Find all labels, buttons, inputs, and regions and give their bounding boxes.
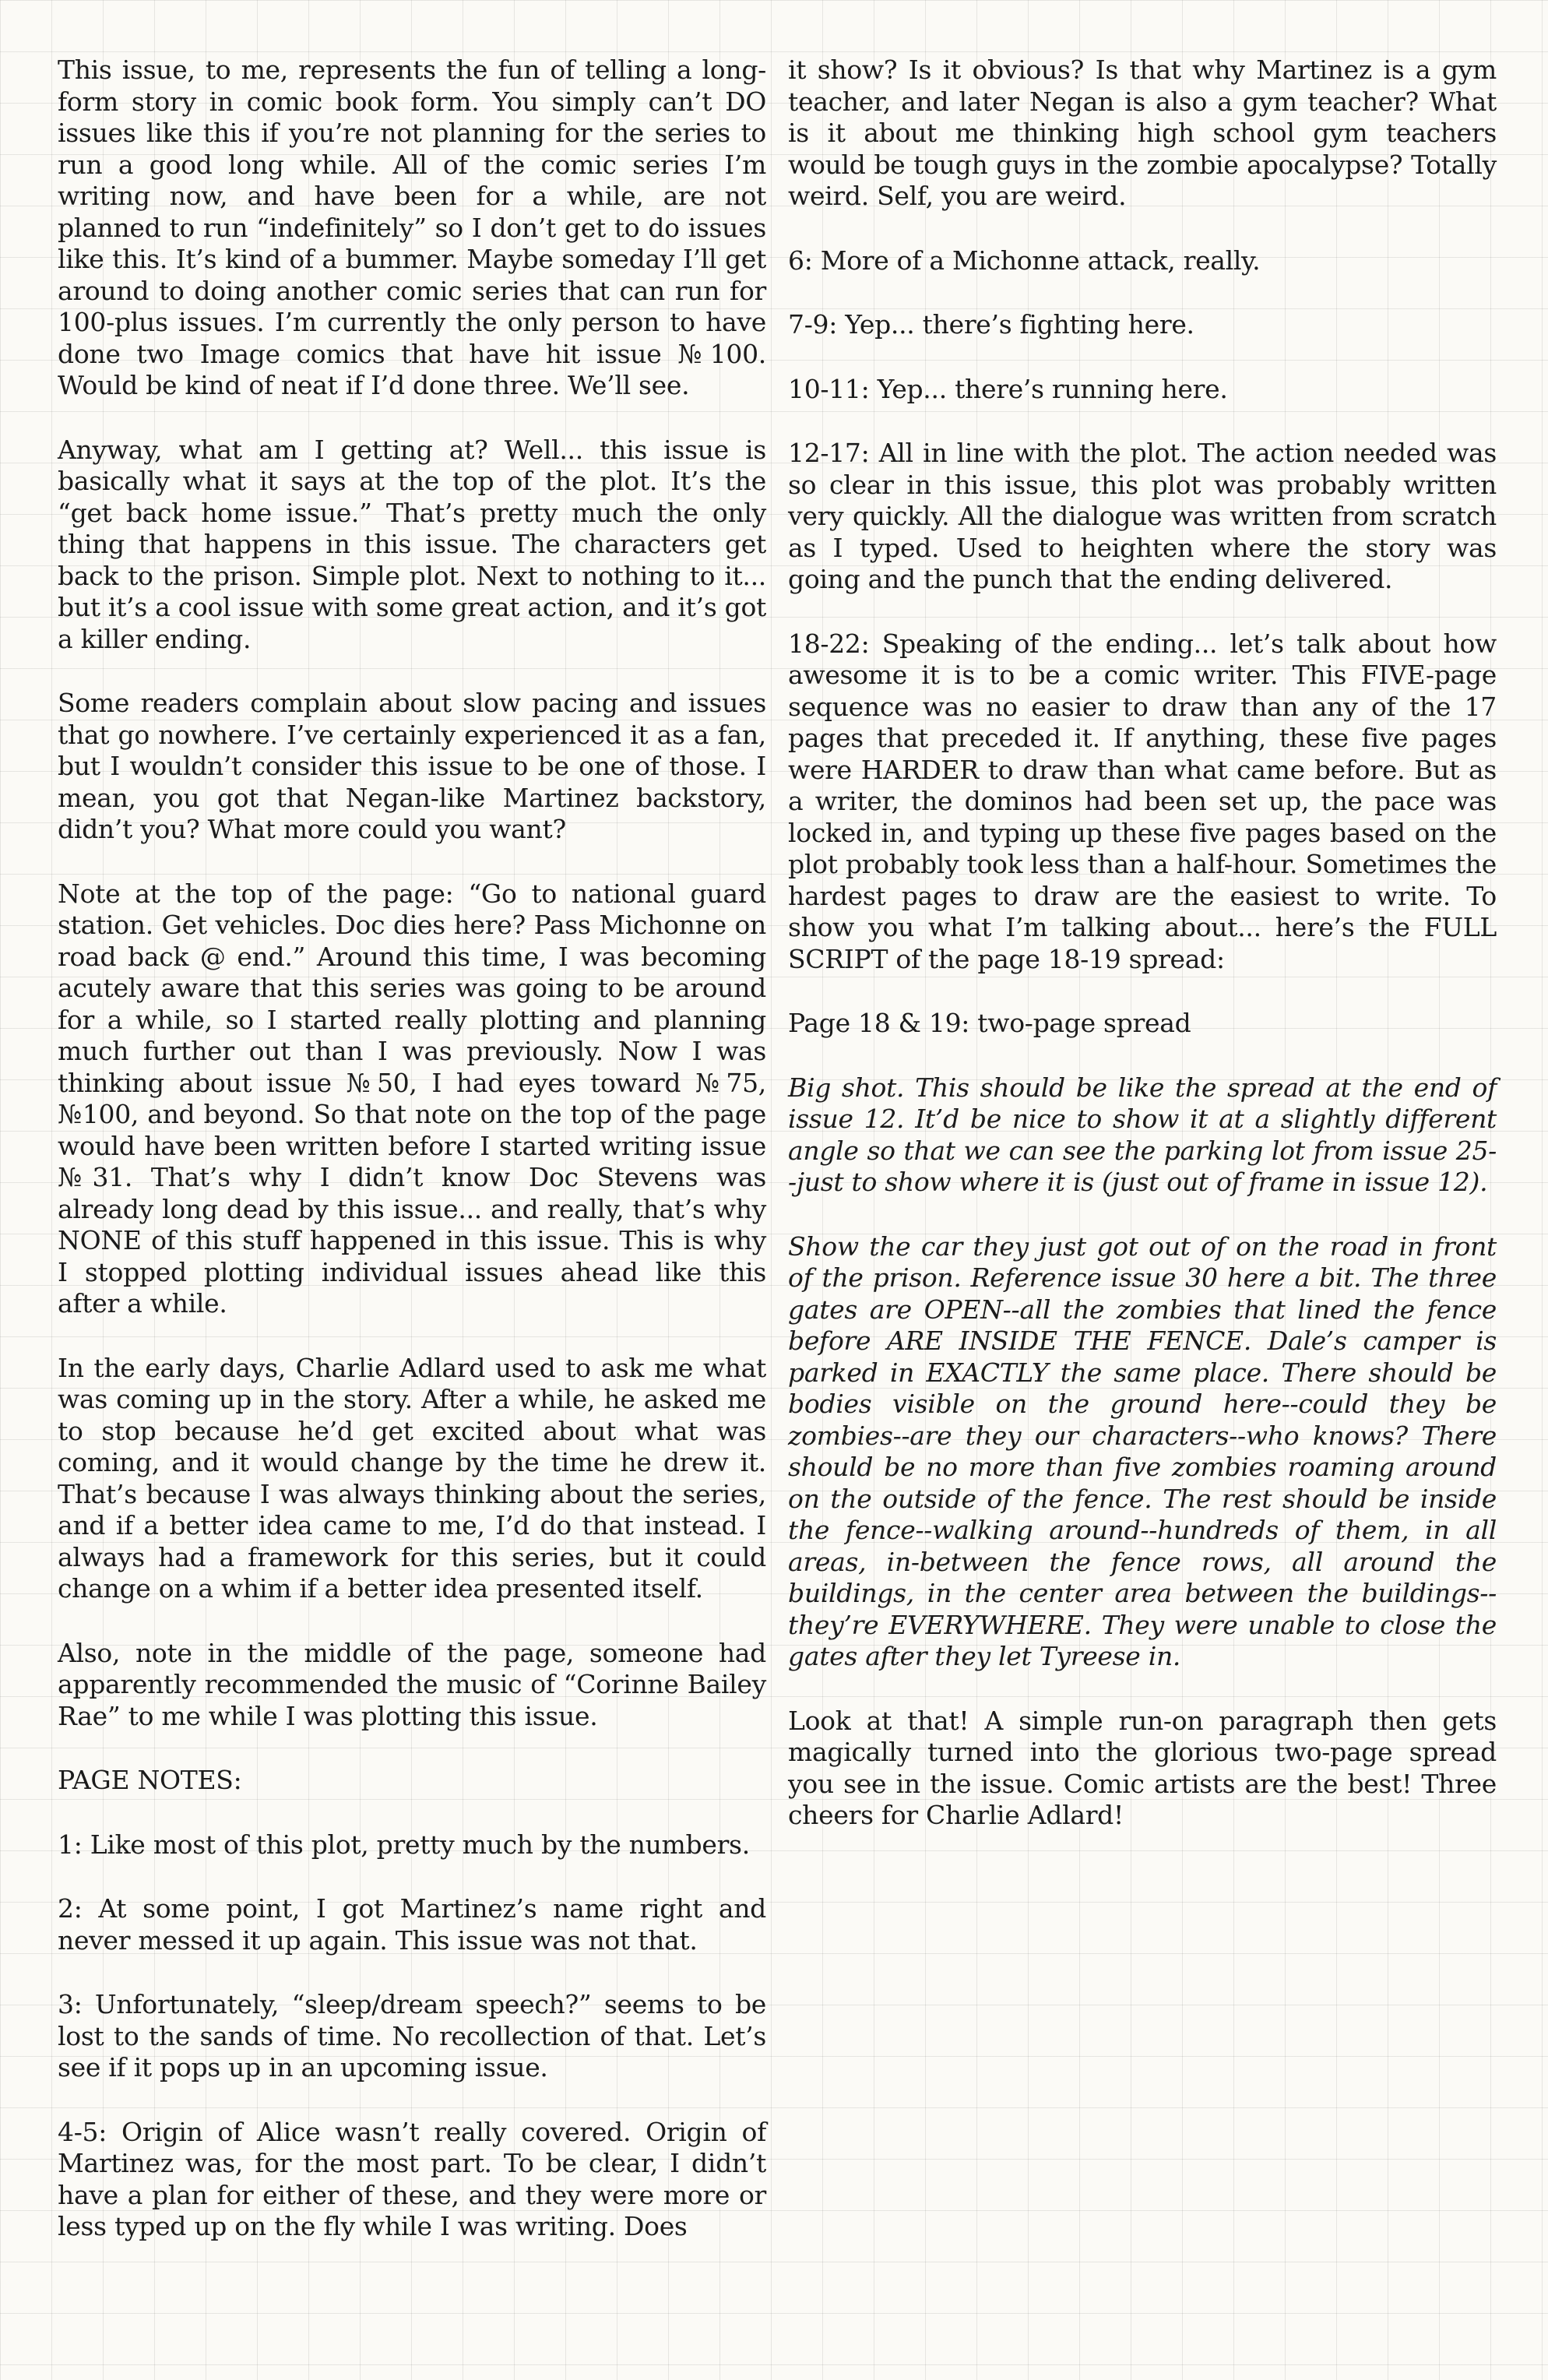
page-note-3: 3: Unfortunately, “sleep/dream speech?” seems to be lost to the sands of time. No recollection of that. Let’s see if it pops up in an upcoming issue.: [58, 1989, 766, 2082]
page-note-18-22: 18-22: Speaking of the ending... let’s talk about how awesome it is to be a comic writer. This FIVE-page sequence was no easier to draw than any of the 17 pages that preceded it. If anything, these five pages were HARDER to draw than what came before. But as a writer, the dominos had been set up, the pace was locked in, and typing up these five pages based on the plot probably took less than a half-hour. Sometimes the hardest pages to draw are the easiest to write. To show you what I’m talking about... here’s the FULL SCRIPT of the page 18-19 spread:: [788, 628, 1497, 974]
page-note-1: 1: Like most of this plot, pretty much by the numbers.: [58, 1829, 750, 1860]
script-paragraph-big-shot: Big shot. This should be like the spread at the end of issue 12. It’d be nice to show it at a slightly different angle so that we can see the parking lot from issue 25--just to show where it is (just out of frame in issue 12).: [788, 1072, 1497, 1197]
paragraph-plot-note: Note at the top of the page: “Go to national guard station. Get vehicles. Doc dies here? Pass Michonne on road back @ end.” Around this time, I was becoming acutely aware that this series was going to be around for a while, so I started really plotting and planning much further out than I was previously. Now I was thinking about issue №50, I had eyes toward №75, №100, and beyond. So that note on the top of the page would have been written before I started writing issue №31. That’s why I didn’t know Doc Stevens was already long dead by this issue... and really, that’s why NONE of this stuff happened in this issue. This is why I stopped plotting individual issues ahead like this after a while.: [58, 878, 766, 1319]
page-notes-heading: PAGE NOTES:: [58, 1765, 242, 1795]
page-note-6: 6: More of a Michonne attack, really.: [788, 245, 1261, 276]
script-page-heading: Page 18 & 19: two-page spread: [788, 1008, 1191, 1038]
paragraph-get-back-home: Anyway, what am I getting at? Well... this issue is basically what it says at the top of the plot. It’s the “get back home issue.” That’s pretty much the only thing that happens in this issue. The characters get back to the prison. Simple plot. Next to nothing to it... but it’s a cool issue with some great action, and it’s got a killer ending.: [58, 434, 766, 654]
script-paragraph-show-car: Show the car they just got out of on the road in front of the prison. Reference issue 30 here a bit. The three gates are OPEN--all the zombies that lined the fence before ARE INSIDE THE FENCE. Dale’s camper is parked in EXACTLY the same place. There should be bodies visible on the ground here--could they be zombies--are they our characters--who knows? There should be no more than five zombies roaming around on the outside of the fence. The rest should be inside the fence--walking around--hundreds of them, in all areas, in-between the fence rows, all around the buildings, in the center area between the buildings--they’re EVERYWHERE. They were unable to close the gates after they let Tyreese in.: [788, 1230, 1497, 1671]
paragraph-slow-pacing: Some readers complain about slow pacing and issues that go nowhere. I’ve certainly experienced it as a fan, but I wouldn’t consider this issue to be one of those. I mean, you got that Negan-like Martinez backstory, didn’t you? What more could you want?: [58, 688, 766, 844]
left-column: [58, 55, 766, 2276]
paragraph-closing: Look at that! A simple run-on paragraph then gets magically turned into the glorious two-page spread you see in the issue. Comic artists are the best! Three cheers for Charlie Adlard!: [788, 1705, 1497, 1830]
page-note-10-11: 10-11: Yep... there’s running here.: [788, 373, 1228, 404]
page-note-7-9: 7-9: Yep... there’s fighting here.: [788, 309, 1194, 340]
page-note-2: 2: At some point, I got Martinez’s name right and never messed it up again. This issue was not that.: [58, 1893, 766, 1956]
paragraph-charlie-adlard: In the early days, Charlie Adlard used to ask me what was coming up in the story. After a while, he asked me to stop because he’d get excited about what was coming, and it would change by the time he drew it. That’s because I was always thinking about the series, and if a better idea came to me, I’d do that instead. I always had a framework for this series, but it could change on a whim if a better idea presented itself.: [58, 1352, 766, 1604]
paragraph-music-note: Also, note in the middle of the page, someone had apparently recommended the music of “Corinne Bailey Rae” to me while I was plotting this issue.: [58, 1637, 766, 1731]
paragraph-continued: it show? Is it obvious? Is that why Martinez is a gym teacher, and later Negan is also a gym teacher? What is it about me thinking high school gym teachers would be tough guys in the zombie apocalypse? Totally weird. Self, you are weird.: [788, 55, 1497, 211]
page-note-12-17: 12-17: All in line with the plot. The action needed was so clear in this issue, this plot was probably written very quickly. All the dialogue was written from scratch as I typed. Used to heighten where the story was going and the punch that the ending delivered.: [788, 438, 1497, 594]
page-note-4-5: 4-5: Origin of Alice wasn’t really covered. Origin of Martinez was, for the most part. To be clear, I didn’t have a plan for either of these, and they were more or less typed up on the fly while I was writing. Does: [58, 2116, 766, 2241]
paragraph-intro: This issue, to me, represents the fun of telling a long-form story in comic book form. You simply can’t DO issues like this if you’re not planning for the series to run a good long while. All of the comic series I’m writing now, and have been for a while, are not planned to run “indefinitely” so I don’t get to do issues like this. It’s kind of a bummer. Maybe someday I’ll get around to doing another comic series that can run for 100-plus issues. I’m currently the only person to have done two Image comics that have hit issue №100. Would be kind of neat if I’d done three. We’ll see.: [58, 55, 766, 400]
right-column: [788, 55, 1497, 1864]
